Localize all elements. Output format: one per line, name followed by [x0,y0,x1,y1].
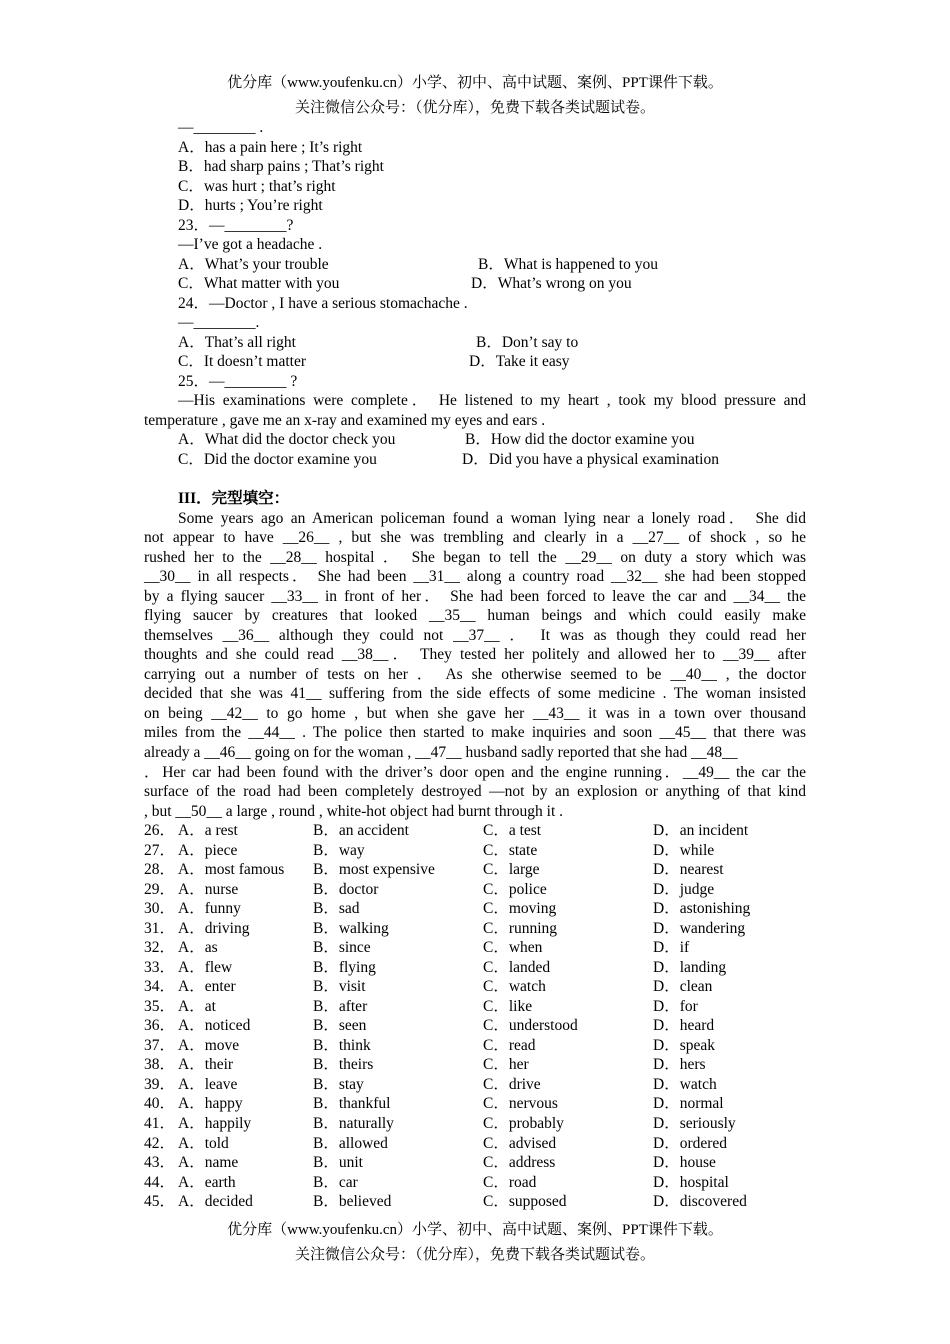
option-c: C．large [483,861,540,878]
passage-line: miles from the __44__ . The police then started to make inquiries and soon __45__ that there was [144,724,806,741]
option-a: A．flew [178,959,233,976]
option-c: C．when [483,939,543,956]
option-a: A．their [178,1056,234,1073]
option-a: A．most famous [178,861,285,878]
option-b: B．sad [313,900,360,917]
question-number: 27． [144,842,176,859]
question-number: 31． [144,920,176,937]
option-row-42 [144,1134,806,1154]
q25-reply-line-1: —His examinations were complete． He listened to my heart , took my blood pressure and [178,392,806,409]
option-a: A．noticed [178,1017,251,1034]
question-number: 38． [144,1056,176,1073]
question-number: 35． [144,998,176,1015]
option-row-38 [144,1055,806,1075]
option-a: A．earth [178,1174,236,1191]
q24-option-d: D．Take it easy [469,353,570,370]
section-3-title: III．完型填空： [178,490,290,507]
question-number: 42． [144,1135,176,1152]
option-d: D．landing [653,959,727,976]
question-number: 32． [144,939,176,956]
option-d: D．clean [653,978,713,995]
option-b: B．doctor [313,881,379,898]
option-row-43 [144,1153,806,1173]
question-number: 40． [144,1095,176,1112]
option-c: C．a test [483,822,542,839]
option-b: B．flying [313,959,376,976]
q24-option-b: B．Don’t say to [476,334,579,351]
option-b: B．visit [313,978,366,995]
option-d: D．speak [653,1037,715,1054]
option-c: C．state [483,842,538,859]
passage-line: on being __42__ to go home , but when she gave her __43__ it was in a town over thousand [144,705,806,722]
q22-option-a: A．has a pain here ; It’s right [178,139,363,156]
q25-stem: 25．—________ ? [178,373,298,390]
option-c: C．probably [483,1115,564,1132]
q24-option-a: A．That’s all right [178,334,296,351]
option-d: D．while [653,842,715,859]
option-row-44 [144,1173,806,1193]
option-c: C．police [483,881,547,898]
option-d: D．for [653,998,698,1015]
option-a: A．move [178,1037,240,1054]
question-number: 37． [144,1037,176,1054]
option-b: B．think [313,1037,371,1054]
option-d: D．house [653,1154,716,1171]
option-row-31 [144,919,806,939]
option-b: B．believed [313,1193,392,1210]
option-a: A．a rest [178,822,238,839]
option-c: C．advised [483,1135,557,1152]
option-row-41 [144,1114,806,1134]
option-a: A．name [178,1154,239,1171]
option-a: A．happily [178,1115,252,1132]
passage-line: rushed her to the __28__ hospital ． She began to tell the __29__ on duty a story which was [144,549,806,566]
option-b: B．unit [313,1154,363,1171]
q22-option-c: C．was hurt ; that’s right [178,178,336,195]
question-number: 29． [144,881,176,898]
option-c: C．drive [483,1076,541,1093]
q23-reply: —I’ve got a headache . [178,236,323,253]
option-d: D．discovered [653,1193,747,1210]
option-d: D．normal [653,1095,724,1112]
passage-line: __30__ in all respects． She had been __31__ along a country road __32__ she had been stopped [144,568,806,585]
option-c: C．her [483,1056,529,1073]
option-b: B．way [313,842,365,859]
option-d: D．watch [653,1076,717,1093]
option-a: A．piece [178,842,238,859]
option-b: B．naturally [313,1115,394,1132]
passage-line: ．Her car had been found with the driver’s door open and the engine running．__49__ the car the [144,764,806,781]
q25-option-c: C．Did the doctor examine you [178,451,377,468]
page-header-line-2: 关注微信公众号：（优分库），免费下载各类试题试卷。 [294,100,655,116]
option-row-37 [144,1036,806,1056]
q25-option-a: A．What did the doctor check you [178,431,396,448]
passage-line: thoughts and she could read __38__． They tested her politely and allowed her to __39__ after [144,646,806,663]
option-c: C．watch [483,978,546,995]
passage-line: decided that she was 41__ suffering from the side effects of some medicine . The woman insisted [144,685,806,702]
option-d: D．judge [653,881,715,898]
option-b: B．after [313,998,368,1015]
option-row-39 [144,1075,806,1095]
passage-line: Some years ago an American policeman found a woman lying near a lonely road． She did [178,510,806,527]
q23-option-a: A．What’s your trouble [178,256,329,273]
option-d: D．ordered [653,1135,728,1152]
option-row-45 [144,1192,806,1212]
q23-option-c: C．What matter with you [178,275,340,292]
option-row-29 [144,880,806,900]
option-d: D．if [653,939,690,956]
option-row-35 [144,997,806,1017]
option-d: D．seriously [653,1115,736,1132]
option-a: A．enter [178,978,236,995]
question-number: 39． [144,1076,176,1093]
q22-answer-line: —________ . [178,119,264,136]
option-row-36 [144,1016,806,1036]
option-a: A．nurse [178,881,239,898]
option-c: C．understood [483,1017,578,1034]
passage-line: carrying out a number of tests on her ． As she otherwise seemed to be __40__ , the doctor [144,666,806,683]
q23-stem: 23．—________? [178,217,294,234]
question-number: 44． [144,1174,176,1191]
passage-line: not appear to have __26__ , but she was trembling and clearly in a __27__ of shock , so he [144,529,806,546]
q25-option-b: B．How did the doctor examine you [465,431,695,448]
option-a: A．funny [178,900,241,917]
question-number: 33． [144,959,176,976]
option-c: C．address [483,1154,556,1171]
option-b: B．thankful [313,1095,391,1112]
option-row-40 [144,1094,806,1114]
passage-line: themselves __36__ although they could not __37__ ． It was as though they could read her [144,627,806,644]
option-b: B．theirs [313,1056,374,1073]
q23-option-b: B．What is happened to you [478,256,658,273]
option-c: C．like [483,998,533,1015]
option-a: A．at [178,998,216,1015]
question-number: 26． [144,822,176,839]
option-d: D．astonishing [653,900,751,917]
option-row-28 [144,860,806,880]
q24-reply: —________. [178,314,260,331]
option-b: B．allowed [313,1135,388,1152]
option-row-26 [144,821,806,841]
option-d: D．wandering [653,920,746,937]
option-d: D．nearest [653,861,724,878]
option-row-33 [144,958,806,978]
passage-line: , but __50__ a large , round , white-hot object had burnt through it . [144,803,563,820]
question-number: 30． [144,900,176,917]
option-b: B．walking [313,920,389,937]
q22-option-d: D．hurts ; You’re right [178,197,323,214]
q22-option-b: B．had sharp pains ; That’s right [178,158,384,175]
question-number: 43． [144,1154,176,1171]
passage-line: already a __46__ going on for the woman , __47__ husband sadly reported that she had __48__ [144,744,738,761]
passage-line: surface of the road had been completely destroyed —not by an explosion or anything of that kind [144,783,806,800]
q24-stem: 24．—Doctor , I have a serious stomachache . [178,295,468,312]
passage-line: flying saucer by creatures that looked __35__ human beings and which could easily make [144,607,806,624]
option-d: D．hospital [653,1174,729,1191]
option-a: A．driving [178,920,250,937]
option-a: A．as [178,939,218,956]
option-d: D．an incident [653,822,749,839]
option-a: A．happy [178,1095,243,1112]
option-c: C．read [483,1037,536,1054]
option-d: D．heard [653,1017,715,1034]
option-c: C．supposed [483,1193,567,1210]
option-row-32 [144,938,806,958]
option-row-34 [144,977,806,997]
option-d: D．hers [653,1056,706,1073]
option-a: A．decided [178,1193,253,1210]
option-b: B．most expensive [313,861,435,878]
option-b: B．seen [313,1017,367,1034]
option-c: C．running [483,920,558,937]
option-c: C．landed [483,959,551,976]
option-a: A．told [178,1135,229,1152]
page-header-line-1: 优分库（www.youfenku.cn）小学、初中、高中试题、案例、PPT课件下载。 [227,75,723,91]
option-b: B．stay [313,1076,364,1093]
option-b: B．car [313,1174,358,1191]
option-b: B．since [313,939,371,956]
option-c: C．nervous [483,1095,558,1112]
option-c: C．moving [483,900,557,917]
option-row-27 [144,841,806,861]
option-a: A．leave [178,1076,238,1093]
page-footer-line-2: 关注微信公众号：（优分库），免费下载各类试题试卷。 [294,1247,655,1263]
option-row-30 [144,899,806,919]
question-number: 36． [144,1017,176,1034]
question-number: 28． [144,861,176,878]
question-number: 34． [144,978,176,995]
q25-reply-line-2: temperature , gave me an x-ray and examined my eyes and ears . [144,412,546,429]
page-footer-line-1: 优分库（www.youfenku.cn）小学、初中、高中试题、案例、PPT课件下载。 [227,1222,723,1238]
q23-option-d: D．What’s wrong on you [471,275,632,292]
q25-option-d: D．Did you have a physical examination [462,451,719,468]
option-b: B．an accident [313,822,409,839]
q24-option-c: C．It doesn’t matter [178,353,306,370]
question-number: 41． [144,1115,176,1132]
passage-line: by a flying saucer __33__ in front of her． She had been forced to leave the car and __34__ the [144,588,806,605]
question-number: 45． [144,1193,176,1210]
option-c: C．road [483,1174,537,1191]
